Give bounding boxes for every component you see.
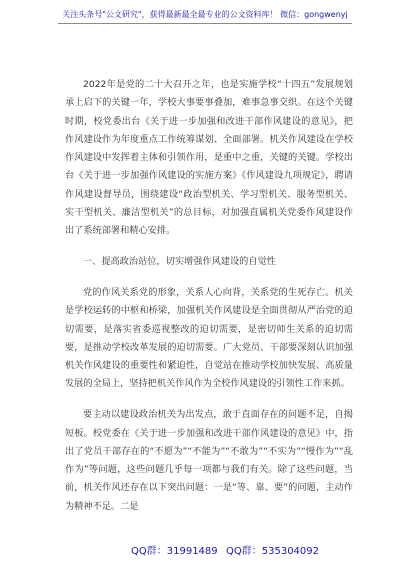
paragraph-problems: 要主动以建设政治机关为出发点，敢于直面存在的问题不足，自揭短板。校党委在《关于进一步加强和改进干部作风建设的意见》中，指出了党员干部存在的“不愿为”“不能为”“不敢为”“不实为”“慢作为”“乱作为”等问题，这些问题几乎每一项都与我们有关。除了这些问题，当前，机关作风还存在以下突出问题：一是“等、靠、要”的问题，主动作为精神不足。二是 xyxy=(65,409,353,512)
footer-qq-group-1: QQ群：31991489 xyxy=(131,546,218,557)
paragraph-intro: 2022年是党的二十大召开之年，也是实施学校“十四五”发展规划承上启下的关键一年，学校大事要事叠加，难事急事交织。在这个关键时期，校党委出台《关于进一步加强和改进干部作风建设的意见》，把作风建设作为年度重点工作统筹谋划、全面部署。机关作风建设在学校作风建设中发挥着主体和引领作用，是重中之重，关键的关键。学校出台《关于进一步加强作风建设的实施方案》《作风建设九项规定》，聘请作风建设督导员，围绕建设“政治型机关、学习型机关、服务型机关、实干型机关、廉洁型机关”的总目标，对加强直属机关党委作风建设作出了系统部署和精心安排。 xyxy=(65,79,353,237)
paragraph-importance: 党的作风关系党的形象，关系人心向背，关系党的生死存亡。机关是学校运转的中枢和桥梁，加强机关作风建设是全面贯彻从严治党的迫切需要，是落实省委巡视整改的迫切需要，是密切师生关系的迫切需要，是推动学校改革发展的迫切需要。广大党员、干部要深刻认识加强机关作风建设的重要性和紧迫性，自觉站在推动学校加快发展、高质量发展的全局上，坚持把机关作风作为全校作风建设的引领性工作来抓。 xyxy=(65,286,353,390)
header-divider xyxy=(58,23,352,24)
document-body xyxy=(65,76,353,516)
section-heading: 一、提高政治站位，切实增强作风建设的自觉性 xyxy=(83,256,276,268)
footer-qq-group-2: QQ群：535304092 xyxy=(226,546,320,557)
page-header: 关注头条号"公文研究"，获得最新最全最专业的公文资料库！ 微信：gongwenyj xyxy=(62,10,348,19)
